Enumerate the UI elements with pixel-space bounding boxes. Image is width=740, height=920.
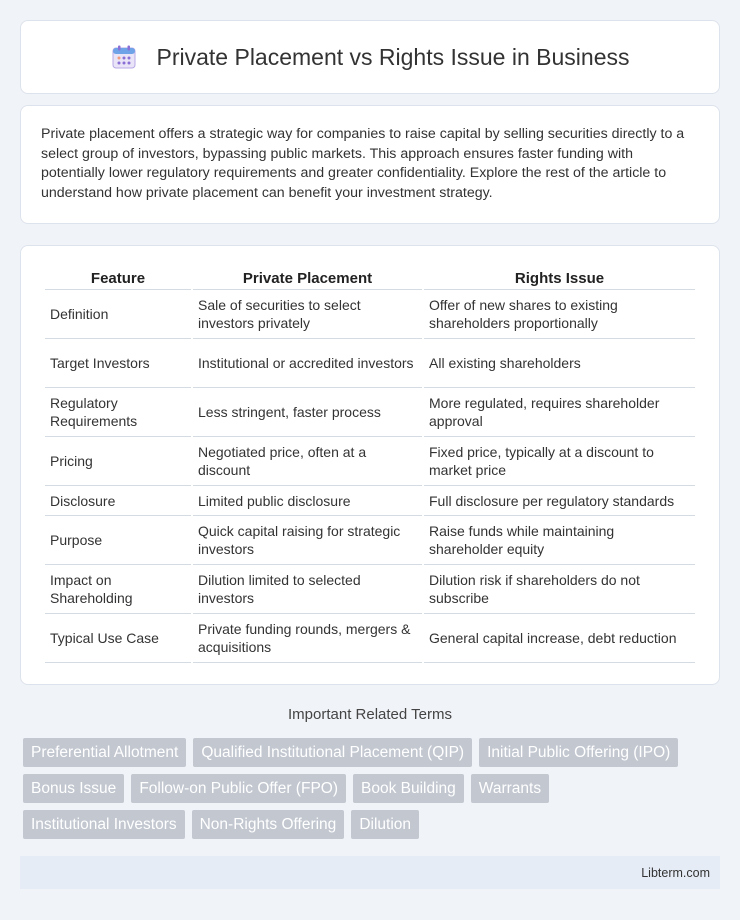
intro-card [20,105,720,224]
header-private-placement: Private Placement [193,266,422,290]
table-cell: More regulated, requires shareholder approval [424,388,695,437]
tag-warrants[interactable]: Warrants [471,774,549,803]
tag-ipo[interactable]: Initial Public Offering (IPO) [479,738,678,767]
table-row [45,486,695,516]
table-cell: Private funding rounds, mergers & acquisitions [193,614,422,663]
header-rights-issue: Rights Issue [424,266,695,290]
tag-bonus-issue[interactable]: Bonus Issue [23,774,124,803]
comparison-table [43,266,697,663]
page-title: Private Placement vs Rights Issue in Business [156,43,630,70]
table-cell: Full disclosure per regulatory standards [424,486,695,516]
comparison-table-card [20,245,720,685]
table-cell: Fixed price, typically at a discount to market price [424,437,695,486]
table-row [45,388,695,437]
table-row [45,290,695,339]
table-row [45,565,695,614]
table-cell: Dilution limited to selected investors [193,565,422,614]
table-row [45,437,695,486]
table-cell: Purpose [45,516,191,565]
table-cell: Sale of securities to select investors privately [193,290,422,339]
table-cell: Target Investors [45,339,191,388]
related-terms-title: Important Related Terms [288,706,452,723]
tag-non-rights-offering[interactable]: Non-Rights Offering [192,810,345,839]
table-cell: Limited public disclosure [193,486,422,516]
table-row [45,516,695,565]
table-cell: Raise funds while maintaining shareholder equity [424,516,695,565]
footer-site-link[interactable]: Libterm.com [641,865,710,880]
table-cell: Typical Use Case [45,614,191,663]
table-cell: Impact on Shareholding [45,565,191,614]
intro-text: Private placement offers a strategic way for companies to raise capital by selling securities directly to a select group of investors, bypassing public markets. This approach ensures faster funding with potentially lower regulatory requirements and greater confidentiality. Explore the rest of the article to understand how private placement can benefit your investment strategy. [41,126,685,201]
header-feature: Feature [45,266,191,290]
table-cell: Institutional or accredited investors [193,339,422,388]
tag-book-building[interactable]: Book Building [353,774,464,803]
table-header-row [45,266,695,290]
table-row [45,614,695,663]
table-cell: Disclosure [45,486,191,516]
table-cell: All existing shareholders [424,339,695,388]
tag-institutional-investors[interactable]: Institutional Investors [23,810,185,839]
table-cell: Dilution risk if shareholders do not subscribe [424,565,695,614]
calendar-icon [111,44,137,70]
table-row [45,339,695,388]
footer [20,856,720,889]
tag-preferential-allotment[interactable]: Preferential Allotment [23,738,186,767]
table-cell: Pricing [45,437,191,486]
table-cell: Offer of new shares to existing shareholders proportionally [424,290,695,339]
table-cell: Negotiated price, often at a discount [193,437,422,486]
table-cell: Less stringent, faster process [193,388,422,437]
header-card [20,20,720,94]
table-cell: Quick capital raising for strategic investors [193,516,422,565]
tag-dilution[interactable]: Dilution [351,810,419,839]
related-terms-tags [23,738,723,846]
table-cell: General capital increase, debt reduction [424,614,695,663]
table-cell: Regulatory Requirements [45,388,191,437]
table-cell: Definition [45,290,191,339]
tag-qip[interactable]: Qualified Institutional Placement (QIP) [193,738,472,767]
tag-fpo[interactable]: Follow-on Public Offer (FPO) [131,774,346,803]
